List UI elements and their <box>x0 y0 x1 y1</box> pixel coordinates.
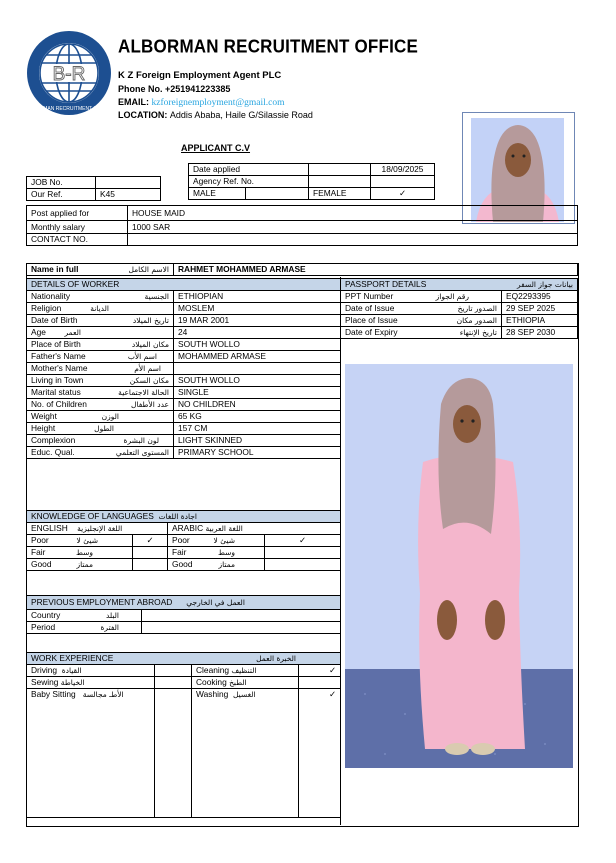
email-line: EMAIL: kzforeignemployment@gmail.com <box>118 97 285 108</box>
globe-logo-icon <box>26 30 112 116</box>
female-check: ✓ <box>371 188 435 200</box>
applicant-full-body-icon <box>345 364 573 768</box>
location-line: LOCATION: Addis Ababa, Haile G/Silassie Road <box>118 110 313 120</box>
prev-period-value <box>142 622 341 634</box>
phone-number: +251941223385 <box>165 84 231 94</box>
baby-sitting-check <box>155 689 192 818</box>
our-ref-value: K45 <box>96 189 161 201</box>
mother-name-value <box>174 363 341 375</box>
marital-status-value: SINGLE <box>174 387 341 399</box>
worker-section-header: DETAILS OF WORKER <box>27 279 341 291</box>
company-title: ALBORMAN RECRUITMENT OFFICE <box>118 36 419 57</box>
sewing-check <box>155 677 192 689</box>
religion-value: MOSLEM <box>174 303 341 315</box>
worker-details-table: DETAILS OF WORKER Nationality الجنسية ETHIOPIAN Religion الديانة MOSLEM Date of Birth تاريخ الميلاد 19 MAR 2001 Age العمر 24 Place of Birth مكان الميلاد SOUTH WOLLO Father's Name اسم الأب MOHAMMED ARMASE Mother's Name اسم الأم Living in Town مكان السكن SOUTH WOLLO Marital status الحالة الاجتماعية SINGLE No. of Children عدد الأطفال NO CHILDREN Weight الوزن 65 KG Height الطول 157 CM Complexion لون البشرة LIGHT SKINNED Educ. Qual. المستوى التعلمي PRIMARY SCHOOL <box>26 278 341 459</box>
passport-details-table: PASSPORT DETAILS بيانات جواز السفر PPT Number رقم الجواز EQ2293395 Date of Issue الصدور تاريخ 29 SEP 2025 Place of Issue الصدور مكان ETHIOPIA Date of Expiry تاريخ الإنتهاء 28 SEP 2030 <box>340 278 578 339</box>
arabic-good-check <box>265 559 341 571</box>
post-table: Post applied for HOUSE MAID Monthly salary 1000 SAR CONTACT NO. <box>26 205 578 246</box>
prev-country-value <box>142 610 341 622</box>
father-name-value: MOHAMMED ARMASE <box>174 351 341 363</box>
languages-table: KNOWLEDGE OF LANGUAGES اجادة اللغات ENGLISH اللغة الإنجليزية ARABIC اللغة العربية Poor شيئ لا ✓ Poor شيئ لا ✓ Fair وسط Fair وسط Good ممتاز Good ممتاز <box>26 510 341 571</box>
complexion-value: LIGHT SKINNED <box>174 435 341 447</box>
name-table: Name in full الاسم الكامل RAHMET MOHAMMED ARMASE <box>26 263 578 276</box>
cooking-check <box>299 677 341 689</box>
contact-value <box>128 234 578 246</box>
living-town-value: SOUTH WOLLO <box>174 375 341 387</box>
age-value: 24 <box>174 327 341 339</box>
place-of-issue-value: ETHIOPIA <box>502 315 578 327</box>
agency-ref-value <box>371 176 435 188</box>
arabic-fair-check <box>265 547 341 559</box>
email-link[interactable]: kzforeignemployment@gmail.com <box>151 98 285 108</box>
post-value: HOUSE MAID <box>128 206 578 221</box>
date-of-expiry-value: 28 SEP 2030 <box>502 327 578 339</box>
previous-employment-table: PREVIOUS EMPLOYMENT ABROAD العمل في الخارجي Country البلد Period الفترة <box>26 595 341 634</box>
driving-check <box>155 665 192 677</box>
english-good-check <box>133 559 168 571</box>
location-value: Addis Ababa, Haile G/Silassie Road <box>169 110 313 120</box>
cv-title: APPLICANT C.V <box>181 143 251 153</box>
ppt-number-value: EQ2293395 <box>502 291 578 303</box>
nationality-value: ETHIOPIAN <box>174 291 341 303</box>
date-applied-value: 18/09/2025 <box>371 164 435 176</box>
dob-value: 19 MAR 2001 <box>174 315 341 327</box>
weight-value: 65 KG <box>174 411 341 423</box>
phone-line: Phone No. +251941223385 <box>118 84 231 94</box>
education-value: PRIMARY SCHOOL <box>174 447 341 459</box>
job-no-value <box>96 177 161 189</box>
company-logo <box>26 30 112 116</box>
washing-check: ✓ <box>299 689 341 818</box>
cleaning-check: ✓ <box>299 665 341 677</box>
company-subtitle: K Z Foreign Employment Agent PLC <box>118 70 282 81</box>
svg-text:B-R: B-R <box>52 64 86 85</box>
height-value: 157 CM <box>174 423 341 435</box>
application-info-table: Date applied 18/09/2025 Agency Ref. No. MALE FEMALE ✓ <box>188 163 435 200</box>
reference-table: JOB No. Our Ref. K45 <box>26 176 161 201</box>
male-check <box>246 188 309 200</box>
full-body-photo <box>345 364 573 768</box>
children-value: NO CHILDREN <box>174 399 341 411</box>
arabic-poor-check: ✓ <box>265 535 341 547</box>
salary-value: 1000 SAR <box>128 221 578 234</box>
english-poor-check: ✓ <box>133 535 168 547</box>
english-fair-check <box>133 547 168 559</box>
place-of-birth-value: SOUTH WOLLO <box>174 339 341 351</box>
full-name-value: RAHMET MOHAMMED ARMASE <box>174 264 578 276</box>
svg-text:ALBORMAN RECRUITMENT OFFICE: ALBORMAN RECRUITMENT OFFICE <box>26 106 112 112</box>
date-of-issue-value: 29 SEP 2025 <box>502 303 578 315</box>
work-experience-table: WORK EXPERIENCE الخبرة العمل Driving القيادة Cleaning التنظيف ✓ Sewing الخياطة Cooking الطبخ Baby Sitting الأطـ مجالسة Washing الغسيل ✓ <box>26 652 341 818</box>
